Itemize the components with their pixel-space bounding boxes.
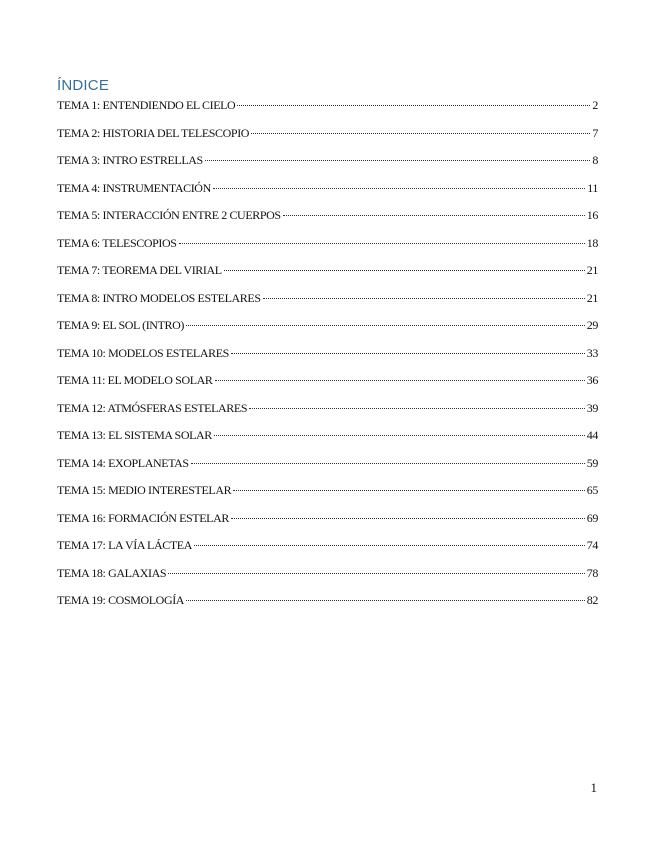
toc-entry-page: 21 bbox=[586, 263, 598, 277]
toc-entry[interactable] bbox=[57, 511, 598, 539]
toc-entry-page: 2 bbox=[592, 98, 598, 112]
toc-entry-title: TEMA 3: INTRO ESTRELLAS bbox=[57, 153, 203, 167]
toc-entry-page: 16 bbox=[586, 208, 598, 222]
toc-dot-leader bbox=[214, 435, 585, 436]
toc-entry[interactable] bbox=[57, 181, 598, 209]
toc-entry-page: 78 bbox=[586, 565, 598, 580]
toc-entry[interactable] bbox=[57, 263, 598, 291]
table-of-contents bbox=[57, 98, 598, 621]
toc-heading: ÍNDICE bbox=[57, 77, 110, 94]
toc-entry-title: TEMA 11: EL MODELO SOLAR bbox=[57, 373, 213, 387]
toc-entry[interactable] bbox=[57, 456, 598, 484]
toc-dot-leader bbox=[263, 298, 585, 299]
toc-entry-title: TEMA 12: ATMÓSFERAS ESTELARES bbox=[57, 400, 248, 415]
toc-entry-page: 44 bbox=[586, 428, 598, 442]
toc-dot-leader bbox=[233, 490, 585, 491]
page-number: 1 bbox=[590, 780, 597, 795]
toc-dot-leader bbox=[213, 188, 585, 189]
toc-entry-title: TEMA 1: ENTENDIENDO EL CIELO bbox=[57, 98, 236, 112]
toc-entry-page: 74 bbox=[586, 538, 598, 552]
toc-entry-page: 36 bbox=[586, 373, 598, 387]
toc-entry-title: TEMA 19: COSMOLOGÍA bbox=[57, 593, 185, 607]
toc-entry-title: TEMA 5: INTERACCIÓN ENTRE 2 CUERPOS bbox=[57, 208, 281, 222]
toc-entry[interactable] bbox=[57, 428, 598, 456]
toc-entry-title: TEMA 7: TEOREMA DEL VIRIAL bbox=[57, 263, 222, 277]
toc-entry-page: 82 bbox=[586, 593, 598, 607]
toc-entry[interactable] bbox=[57, 153, 598, 181]
toc-entry-title: TEMA 13: EL SISTEMA SOLAR bbox=[57, 428, 212, 442]
toc-dot-leader bbox=[224, 270, 585, 271]
toc-entry[interactable] bbox=[57, 566, 598, 594]
toc-entry-title: TEMA 4: INSTRUMENTACIÓN bbox=[57, 180, 211, 195]
toc-entry-page: 29 bbox=[586, 318, 598, 332]
toc-entry[interactable] bbox=[57, 291, 598, 319]
toc-entry-title: TEMA 6: TELESCOPIOS bbox=[57, 235, 177, 250]
toc-entry-title: TEMA 8: INTRO MODELOS ESTELARES bbox=[57, 290, 261, 305]
toc-dot-leader bbox=[231, 353, 585, 354]
toc-dot-leader bbox=[249, 408, 585, 409]
toc-entry-page: 39 bbox=[586, 400, 598, 415]
toc-dot-leader bbox=[168, 573, 585, 574]
toc-entry[interactable] bbox=[57, 208, 598, 236]
toc-entry-title: TEMA 14: EXOPLANETAS bbox=[57, 455, 189, 470]
toc-entry[interactable] bbox=[57, 593, 598, 621]
toc-entry[interactable] bbox=[57, 346, 598, 374]
toc-entry[interactable] bbox=[57, 126, 598, 154]
toc-dot-leader bbox=[191, 463, 585, 464]
toc-dot-leader bbox=[194, 545, 585, 546]
toc-entry[interactable] bbox=[57, 483, 598, 511]
toc-dot-leader bbox=[205, 160, 591, 161]
toc-dot-leader bbox=[237, 105, 590, 106]
toc-entry-page: 7 bbox=[592, 125, 598, 140]
toc-entry-page: 21 bbox=[586, 290, 598, 305]
toc-entry[interactable] bbox=[57, 318, 598, 346]
toc-entry-title: TEMA 10: MODELOS ESTELARES bbox=[57, 345, 229, 360]
toc-dot-leader bbox=[179, 243, 585, 244]
toc-entry-page: 8 bbox=[592, 153, 598, 167]
toc-dot-leader bbox=[231, 518, 585, 519]
toc-entry-page: 69 bbox=[586, 510, 598, 525]
toc-entry-title: TEMA 15: MEDIO INTERESTELAR bbox=[57, 483, 232, 497]
toc-entry-page: 18 bbox=[586, 235, 598, 250]
toc-entry-page: 11 bbox=[587, 180, 598, 195]
toc-entry-page: 33 bbox=[586, 345, 598, 360]
toc-entry-title: TEMA 17: LA VÍA LÁCTEA bbox=[57, 538, 192, 552]
toc-dot-leader bbox=[186, 325, 585, 326]
toc-entry-title: TEMA 9: EL SOL (INTRO) bbox=[57, 318, 184, 332]
toc-dot-leader bbox=[283, 215, 585, 216]
toc-entry-page: 65 bbox=[586, 483, 598, 497]
toc-entry-title: TEMA 2: HISTORIA DEL TELESCOPIO bbox=[57, 125, 250, 140]
toc-entry[interactable] bbox=[57, 373, 598, 401]
toc-entry-page: 59 bbox=[586, 455, 598, 470]
toc-entry[interactable] bbox=[57, 98, 598, 126]
toc-entry-title: TEMA 18: GALAXIAS bbox=[57, 565, 167, 580]
toc-dot-leader bbox=[215, 380, 585, 381]
toc-entry[interactable] bbox=[57, 538, 598, 566]
toc-entry-title: TEMA 16: FORMACIÓN ESTELAR bbox=[57, 510, 229, 525]
toc-entry[interactable] bbox=[57, 236, 598, 264]
toc-dot-leader bbox=[251, 133, 590, 134]
toc-dot-leader bbox=[186, 600, 585, 601]
toc-entry[interactable] bbox=[57, 401, 598, 429]
